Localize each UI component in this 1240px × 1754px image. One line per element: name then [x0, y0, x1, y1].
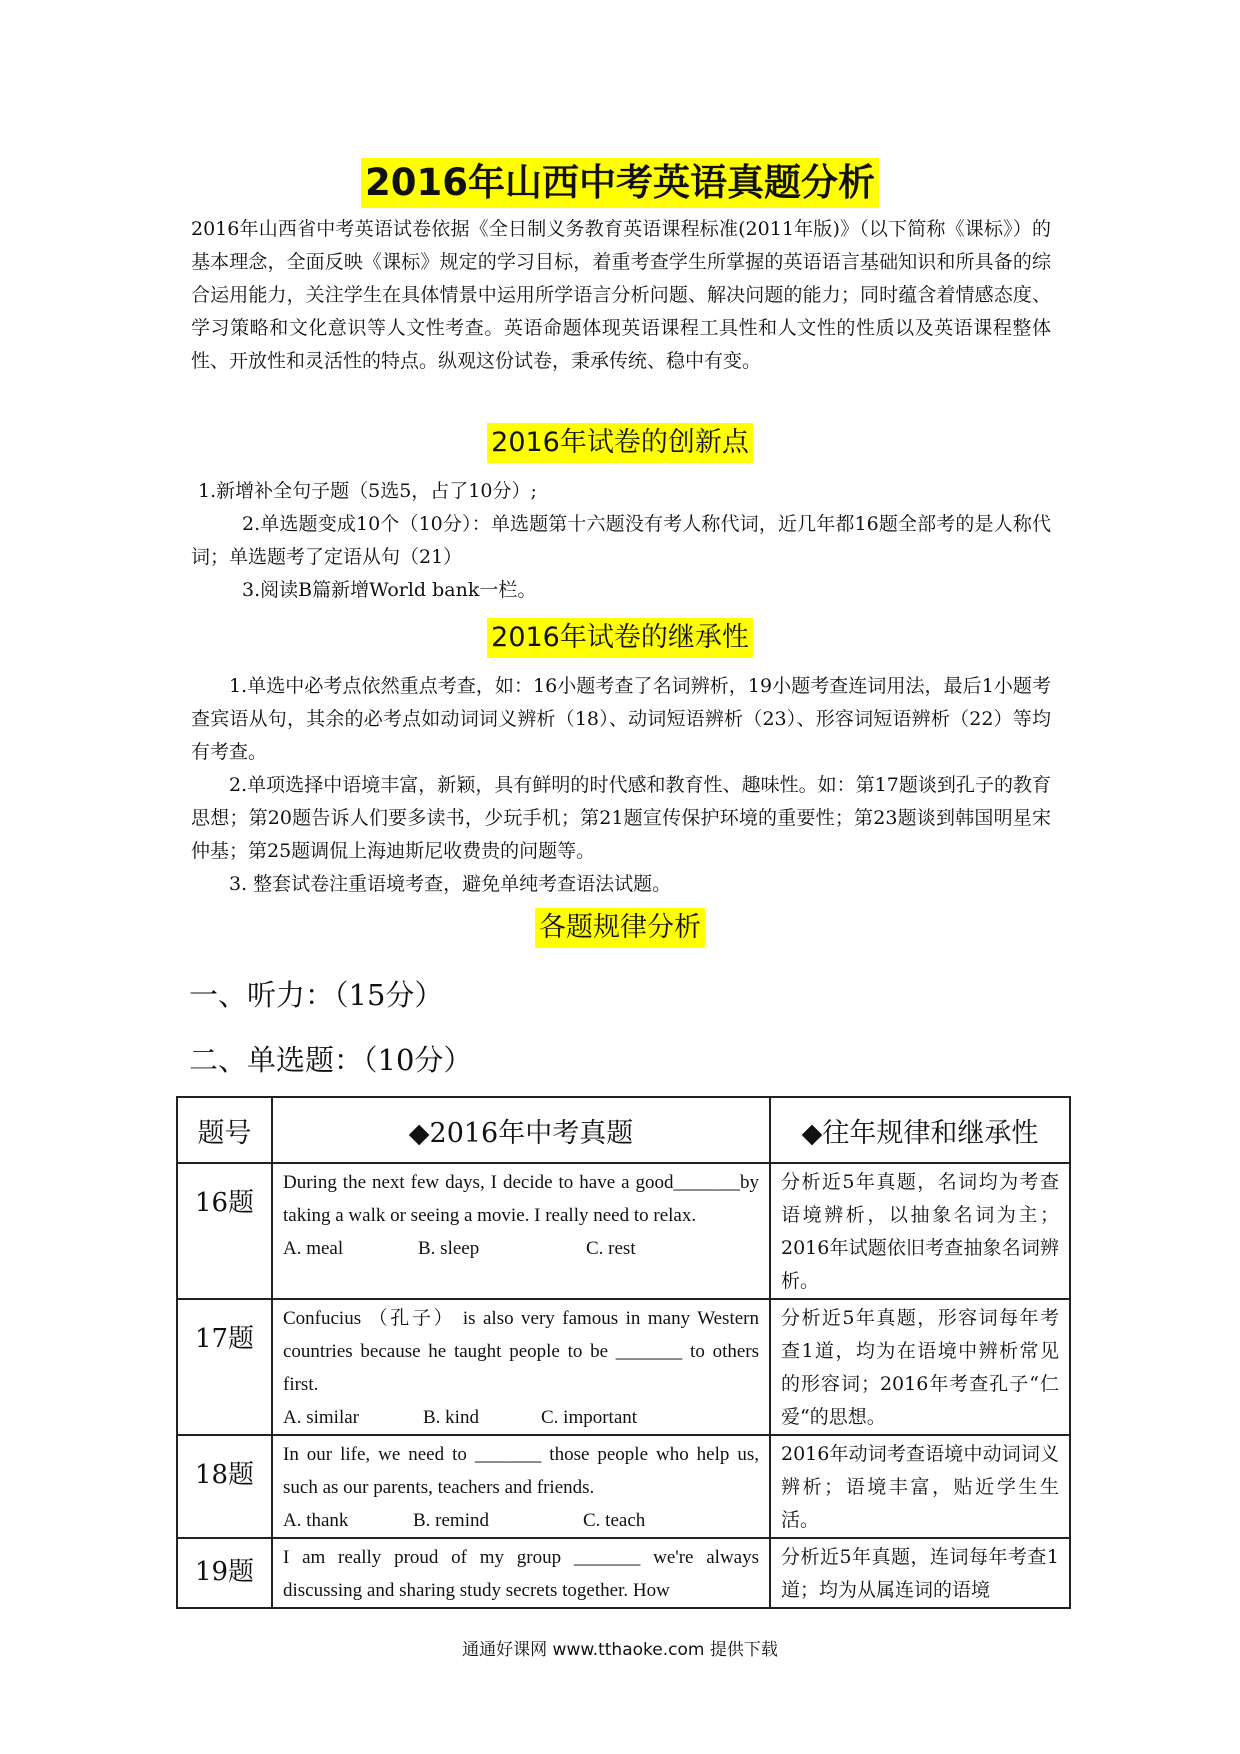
table-row: [177, 1435, 1070, 1538]
inheritance-item-3: 3. 整套试卷注重语境考查，避免单纯考查语法试题。: [229, 873, 672, 895]
header-number: 题号: [177, 1097, 272, 1163]
question-table: [176, 1096, 1071, 1609]
question-cell: [272, 1299, 770, 1435]
question-options: [283, 1232, 759, 1265]
listening-heading: 一、听力：（15分）: [189, 978, 444, 1012]
page-title: 2016年山西中考英语真题分析: [361, 158, 879, 208]
question-text: During the next few days, I decide to have a good_______by taking a walk or seeing a movie. I really need to relax.: [283, 1172, 759, 1226]
option-b: B. kind: [423, 1407, 479, 1428]
question-number: 16题: [177, 1163, 272, 1299]
question-text: Confucius （孔子） is also very famous in many Western countries because he taught people to be _______ to others first.: [283, 1308, 759, 1395]
table-row: [177, 1163, 1070, 1299]
innovation-item-3: 3.阅读B篇新增World bank一栏。: [242, 579, 537, 601]
inheritance-heading-container: [0, 618, 1240, 658]
innovation-item-2: 2.单选题变成10个（10分）：单选题第十六题没有考人称代词，近几年都16题全部考的是人称代词；单选题考了定语从句（21）: [191, 513, 1051, 568]
question-text: I am really proud of my group _______ we're always discussing and sharing study secrets together. How: [283, 1547, 759, 1601]
question-cell: [272, 1435, 770, 1538]
header-exam-question: ◆2016年中考真题: [272, 1097, 770, 1163]
footer-source: 通通好课网 www.tthaoke.com 提供下载: [462, 1640, 778, 1660]
title-container: [0, 158, 1240, 208]
innovation-item-1: 1.新增补全句子题（5选5，占了10分）;: [198, 480, 537, 502]
question-text: In our life, we need to _______ those people who help us, such as our parents, teachers and friends.: [283, 1444, 759, 1498]
table-row: [177, 1299, 1070, 1435]
question-options: [283, 1504, 759, 1537]
inheritance-heading: 2016年试卷的继承性: [487, 618, 753, 658]
analysis-cell: 分析近5年真题，名词均为考查语境辨析，以抽象名词为主；2016年试题依旧考查抽象名词辨析。: [770, 1163, 1070, 1299]
option-a: A. thank: [283, 1510, 349, 1531]
header-pattern: ◆往年规律和继承性: [770, 1097, 1070, 1163]
question-number: 19题: [177, 1538, 272, 1608]
question-number: 18题: [177, 1435, 272, 1538]
intro-paragraph: 2016年山西省中考英语试卷依据《全日制义务教育英语课程标准(2011年版)》（以下简称《课标》）的基本理念，全面反映《课标》规定的学习目标，着重考查学生所掌握的英语语言基础知识和所具备的综合运用能力，关注学生在具体情景中运用所学语言分析问题、解决问题的能力；同时蕴含着情感态度、学习策略和文化意识等人文性考查。英语命题体现英语课程工具性和人文性的性质以及英语课程整体性、开放性和灵活性的特点。纵观这份试卷，秉承传统、稳中有变。: [191, 218, 1051, 372]
analysis-cell: 分析近5年真题，连词每年考查1道；均为从属连词的语境: [770, 1538, 1070, 1608]
table-header-row: [177, 1097, 1070, 1163]
analysis-cell: 分析近5年真题，形容词每年考查1道，均为在语境中辨析常见的形容词；2016年考查孔子“仁爱“的思想。: [770, 1299, 1070, 1435]
option-b: B. remind: [413, 1510, 489, 1531]
option-c: C. teach: [583, 1510, 646, 1531]
option-b: B. sleep: [418, 1238, 480, 1259]
option-c: C. rest: [586, 1238, 636, 1259]
option-a: A. similar: [283, 1407, 359, 1428]
innovation-heading-container: [0, 423, 1240, 463]
table-row: [177, 1538, 1070, 1608]
inheritance-item-2: 2.单项选择中语境丰富，新颖，具有鲜明的时代感和教育性、趣味性。如：第17题谈到孔子的教育思想；第20题告诉人们要多读书，少玩手机；第21题宣传保护环境的重要性；第23题谈到韩国明星宋仲基；第25题调侃上海迪斯尼收费贵的问题等。: [191, 774, 1051, 862]
option-c: C. important: [541, 1407, 638, 1428]
analysis-heading: 各题规律分析: [535, 908, 705, 948]
question-number: 17题: [177, 1299, 272, 1435]
innovation-heading: 2016年试卷的创新点: [487, 423, 753, 463]
question-cell: [272, 1163, 770, 1299]
analysis-heading-container: [0, 908, 1240, 948]
single-choice-heading: 二、单选题：（10分）: [189, 1043, 473, 1077]
option-a: A. meal: [283, 1238, 344, 1259]
question-options: [283, 1401, 759, 1434]
question-cell: [272, 1538, 770, 1608]
inheritance-item-1: 1.单选中必考点依然重点考查，如：16小题考查了名词辨析，19小题考查连词用法，最后1小题考查宾语从句，其余的必考点如动词词义辨析（18）、动词短语辨析（23）、形容词短语辨析（22）等均有考查。: [191, 675, 1051, 763]
analysis-cell: 2016年动词考查语境中动词词义辨析；语境丰富，贴近学生生活。: [770, 1435, 1070, 1538]
